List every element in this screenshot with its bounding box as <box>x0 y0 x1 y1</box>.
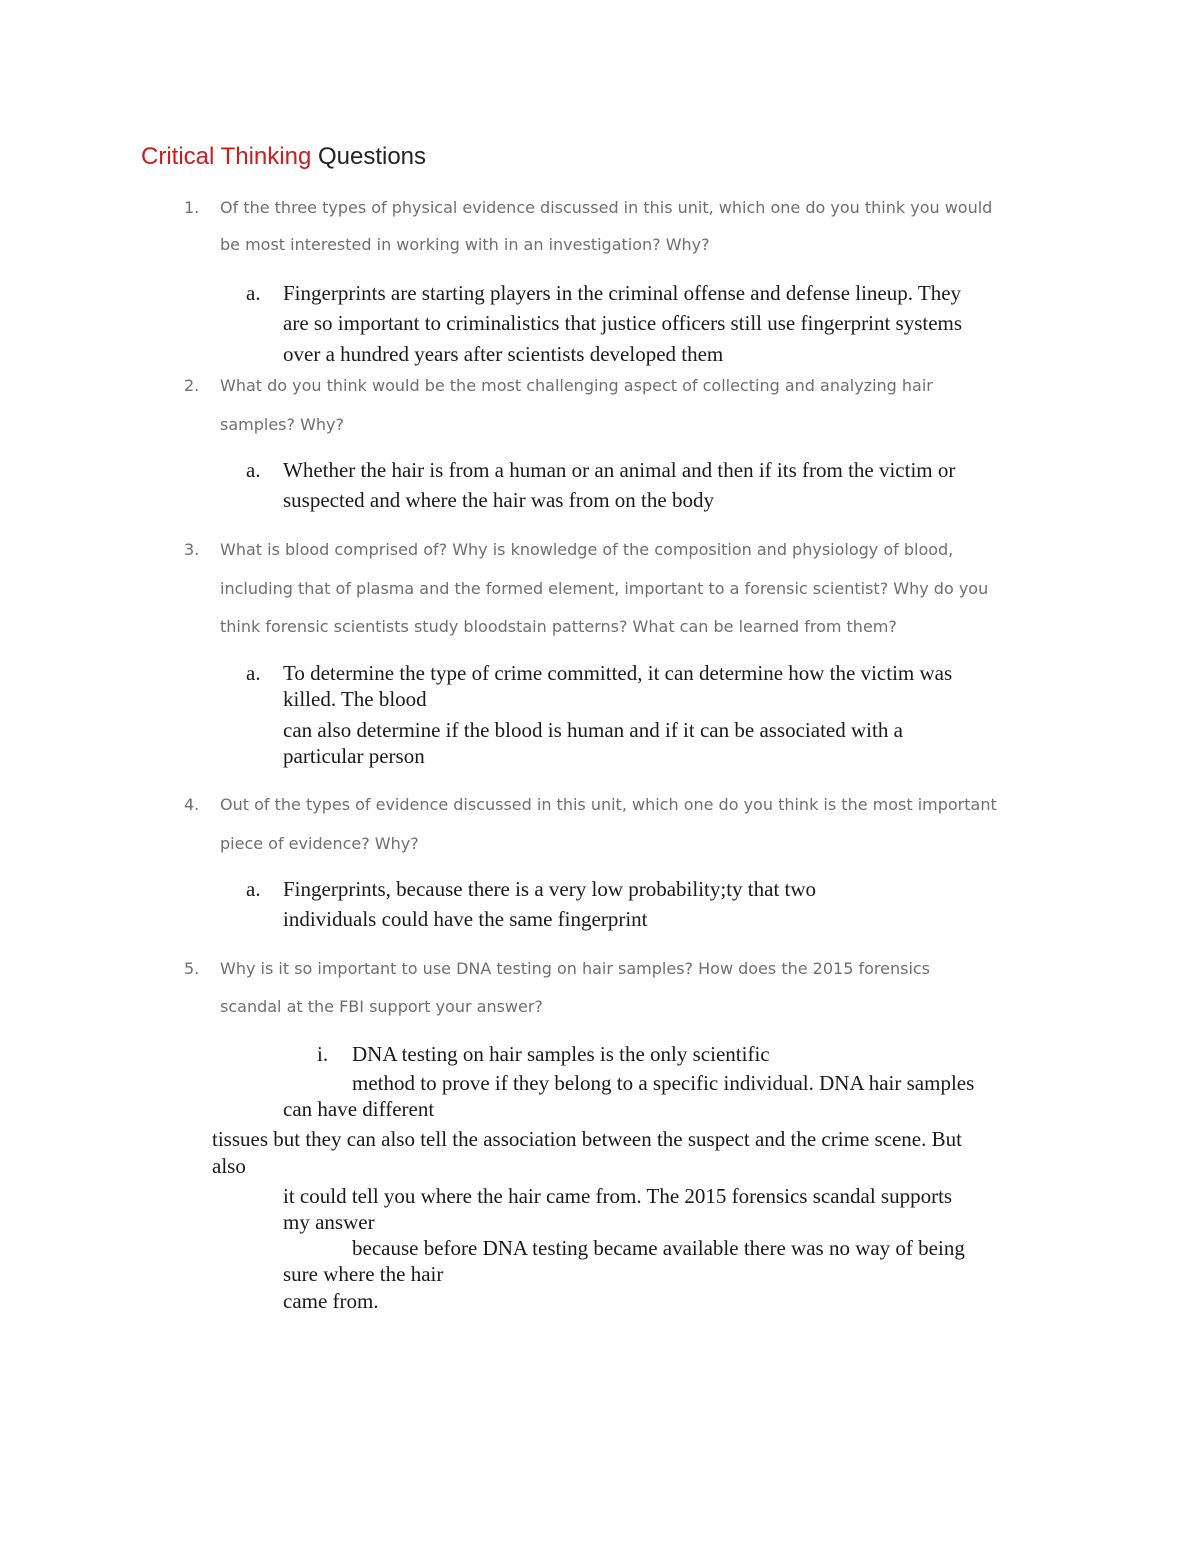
answer-text-line: Whether the hair is from a human or an animal and then if its from the victim or <box>283 458 956 482</box>
answer-text-line: tissues but they can also tell the association between the suspect and the crime scene. But <box>212 1127 962 1151</box>
answer-label: a. <box>246 877 261 901</box>
answer-text-line: because before DNA testing became available there was no way of being <box>352 1236 965 1260</box>
question-text-line: including that of plasma and the formed element, important to a forensic scientist? Why do you <box>220 579 989 598</box>
question-text-line: Why is it so important to use DNA testing on hair samples? How does the 2015 forensics <box>220 959 931 978</box>
answer-text-line: killed. The blood <box>283 687 427 711</box>
answer-text-line: individuals could have the same fingerprint <box>283 907 648 931</box>
question-text-line: scandal at the FBI support your answer? <box>220 997 543 1016</box>
answer-text-line: can also determine if the blood is human and if it can be associated with a <box>283 718 903 742</box>
question-text-line: Of the three types of physical evidence discussed in this unit, which one do you think you would <box>220 198 993 217</box>
question-text-line: Out of the types of evidence discussed in this unit, which one do you think is the most important <box>220 795 997 814</box>
title-accent: Critical Thinking <box>141 143 312 170</box>
page-title <box>141 140 426 174</box>
answer-text-line: DNA testing on hair samples is the only scientific <box>352 1042 770 1066</box>
answer-text-line: it could tell you where the hair came from. The 2015 forensics scandal supports <box>283 1184 953 1208</box>
answer-label: a. <box>246 661 261 685</box>
answer-text-line: my answer <box>283 1210 375 1234</box>
answer-text-line: particular person <box>283 744 425 768</box>
question-number: 4. <box>184 795 200 814</box>
answer-text-line: method to prove if they belong to a specific individual. DNA hair samples <box>352 1071 975 1095</box>
question-number: 3. <box>184 540 200 559</box>
answer-text-line: also <box>212 1154 246 1178</box>
answer-text-line: over a hundred years after scientists developed them <box>283 342 724 366</box>
answer-text-line: Fingerprints, because there is a very low probability;ty that two <box>283 877 817 901</box>
answer-text-line: are so important to criminalistics that justice officers still use fingerprint systems <box>283 311 963 335</box>
title-rest: Questions <box>311 143 427 170</box>
answer-label: i. <box>317 1042 329 1066</box>
answer-text-line: Fingerprints are starting players in the criminal offense and defense lineup. They <box>283 281 962 305</box>
answer-text-line: can have different <box>283 1097 435 1121</box>
answer-text-line: suspected and where the hair was from on the body <box>283 488 714 512</box>
question-text-line: What is blood comprised of? Why is knowledge of the composition and physiology of blood, <box>220 540 954 559</box>
question-number: 5. <box>184 959 200 978</box>
answer-label: a. <box>246 281 261 305</box>
question-text-line: be most interested in working with in an investigation? Why? <box>220 235 710 254</box>
answer-label: a. <box>246 458 261 482</box>
question-text-line: What do you think would be the most challenging aspect of collecting and analyzing hair <box>220 376 933 395</box>
question-number: 1. <box>184 198 200 217</box>
question-number: 2. <box>184 376 200 395</box>
question-text-line: samples? Why? <box>220 415 345 434</box>
answer-text-line: came from. <box>283 1289 379 1313</box>
answer-text-line: sure where the hair <box>283 1262 444 1286</box>
question-text-line: piece of evidence? Why? <box>220 834 419 853</box>
question-text-line: think forensic scientists study bloodstain patterns? What can be learned from them? <box>220 617 897 636</box>
answer-text-line: To determine the type of crime committed, it can determine how the victim was <box>283 661 953 685</box>
